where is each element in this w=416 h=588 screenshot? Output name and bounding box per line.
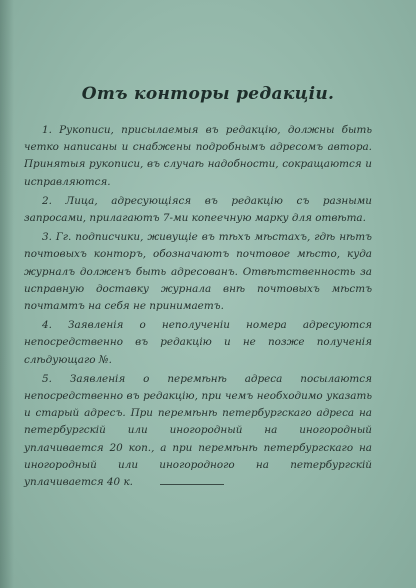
notice-paragraph-1: 1. Рукописи, присылаемыя въ редакцію, должны быть четко написаны и снабжены подробнымъ адресомъ автора. Принятыя рукописи, въ случаѣ надобности, сокращаются и исправляются. [24, 124, 372, 188]
closing-rule [160, 484, 224, 485]
notice-paragraph-4: 4. Заявленія о неполученіи номера адресуются непосредственно въ редакцію и не позже полученія слѣдующаго №. [24, 319, 372, 366]
notice-paragraph-3: 3. Гг. подписчики, живущіе въ тѣхъ мѣстахъ, гдѣ нѣтъ почтовыхъ конторъ, обозначаютъ почтовое мѣсто, куда журналъ долженъ быть адресованъ. Отвѣтственность за исправную доставку журнала внѣ почтовыхъ мѣстъ почтамтъ на себя не принимаетъ. [24, 231, 372, 313]
notice-paragraph-2: 2. Лица, адресующіяся въ редакцію съ разными запросами, прилагаютъ 7-ми копеечную марку для отвѣта. [24, 194, 372, 225]
page-title: Отъ конторы редакціи. [81, 84, 335, 104]
notice-paragraph-5: 5. Заявленія о перемѣнѣ адреса посылаются непосредственно въ редакцію, при чемъ необходимо указать и старый адресъ. При перемѣнѣ петербургскаго адреса на петербургскій или иногородный на иногородный уплачивается 20 коп., а при перемѣнѣ петербургскаго на иногородный или иногородного на петербургскій уплачивается 40 к. [24, 372, 372, 489]
notice-body [24, 122, 372, 493]
